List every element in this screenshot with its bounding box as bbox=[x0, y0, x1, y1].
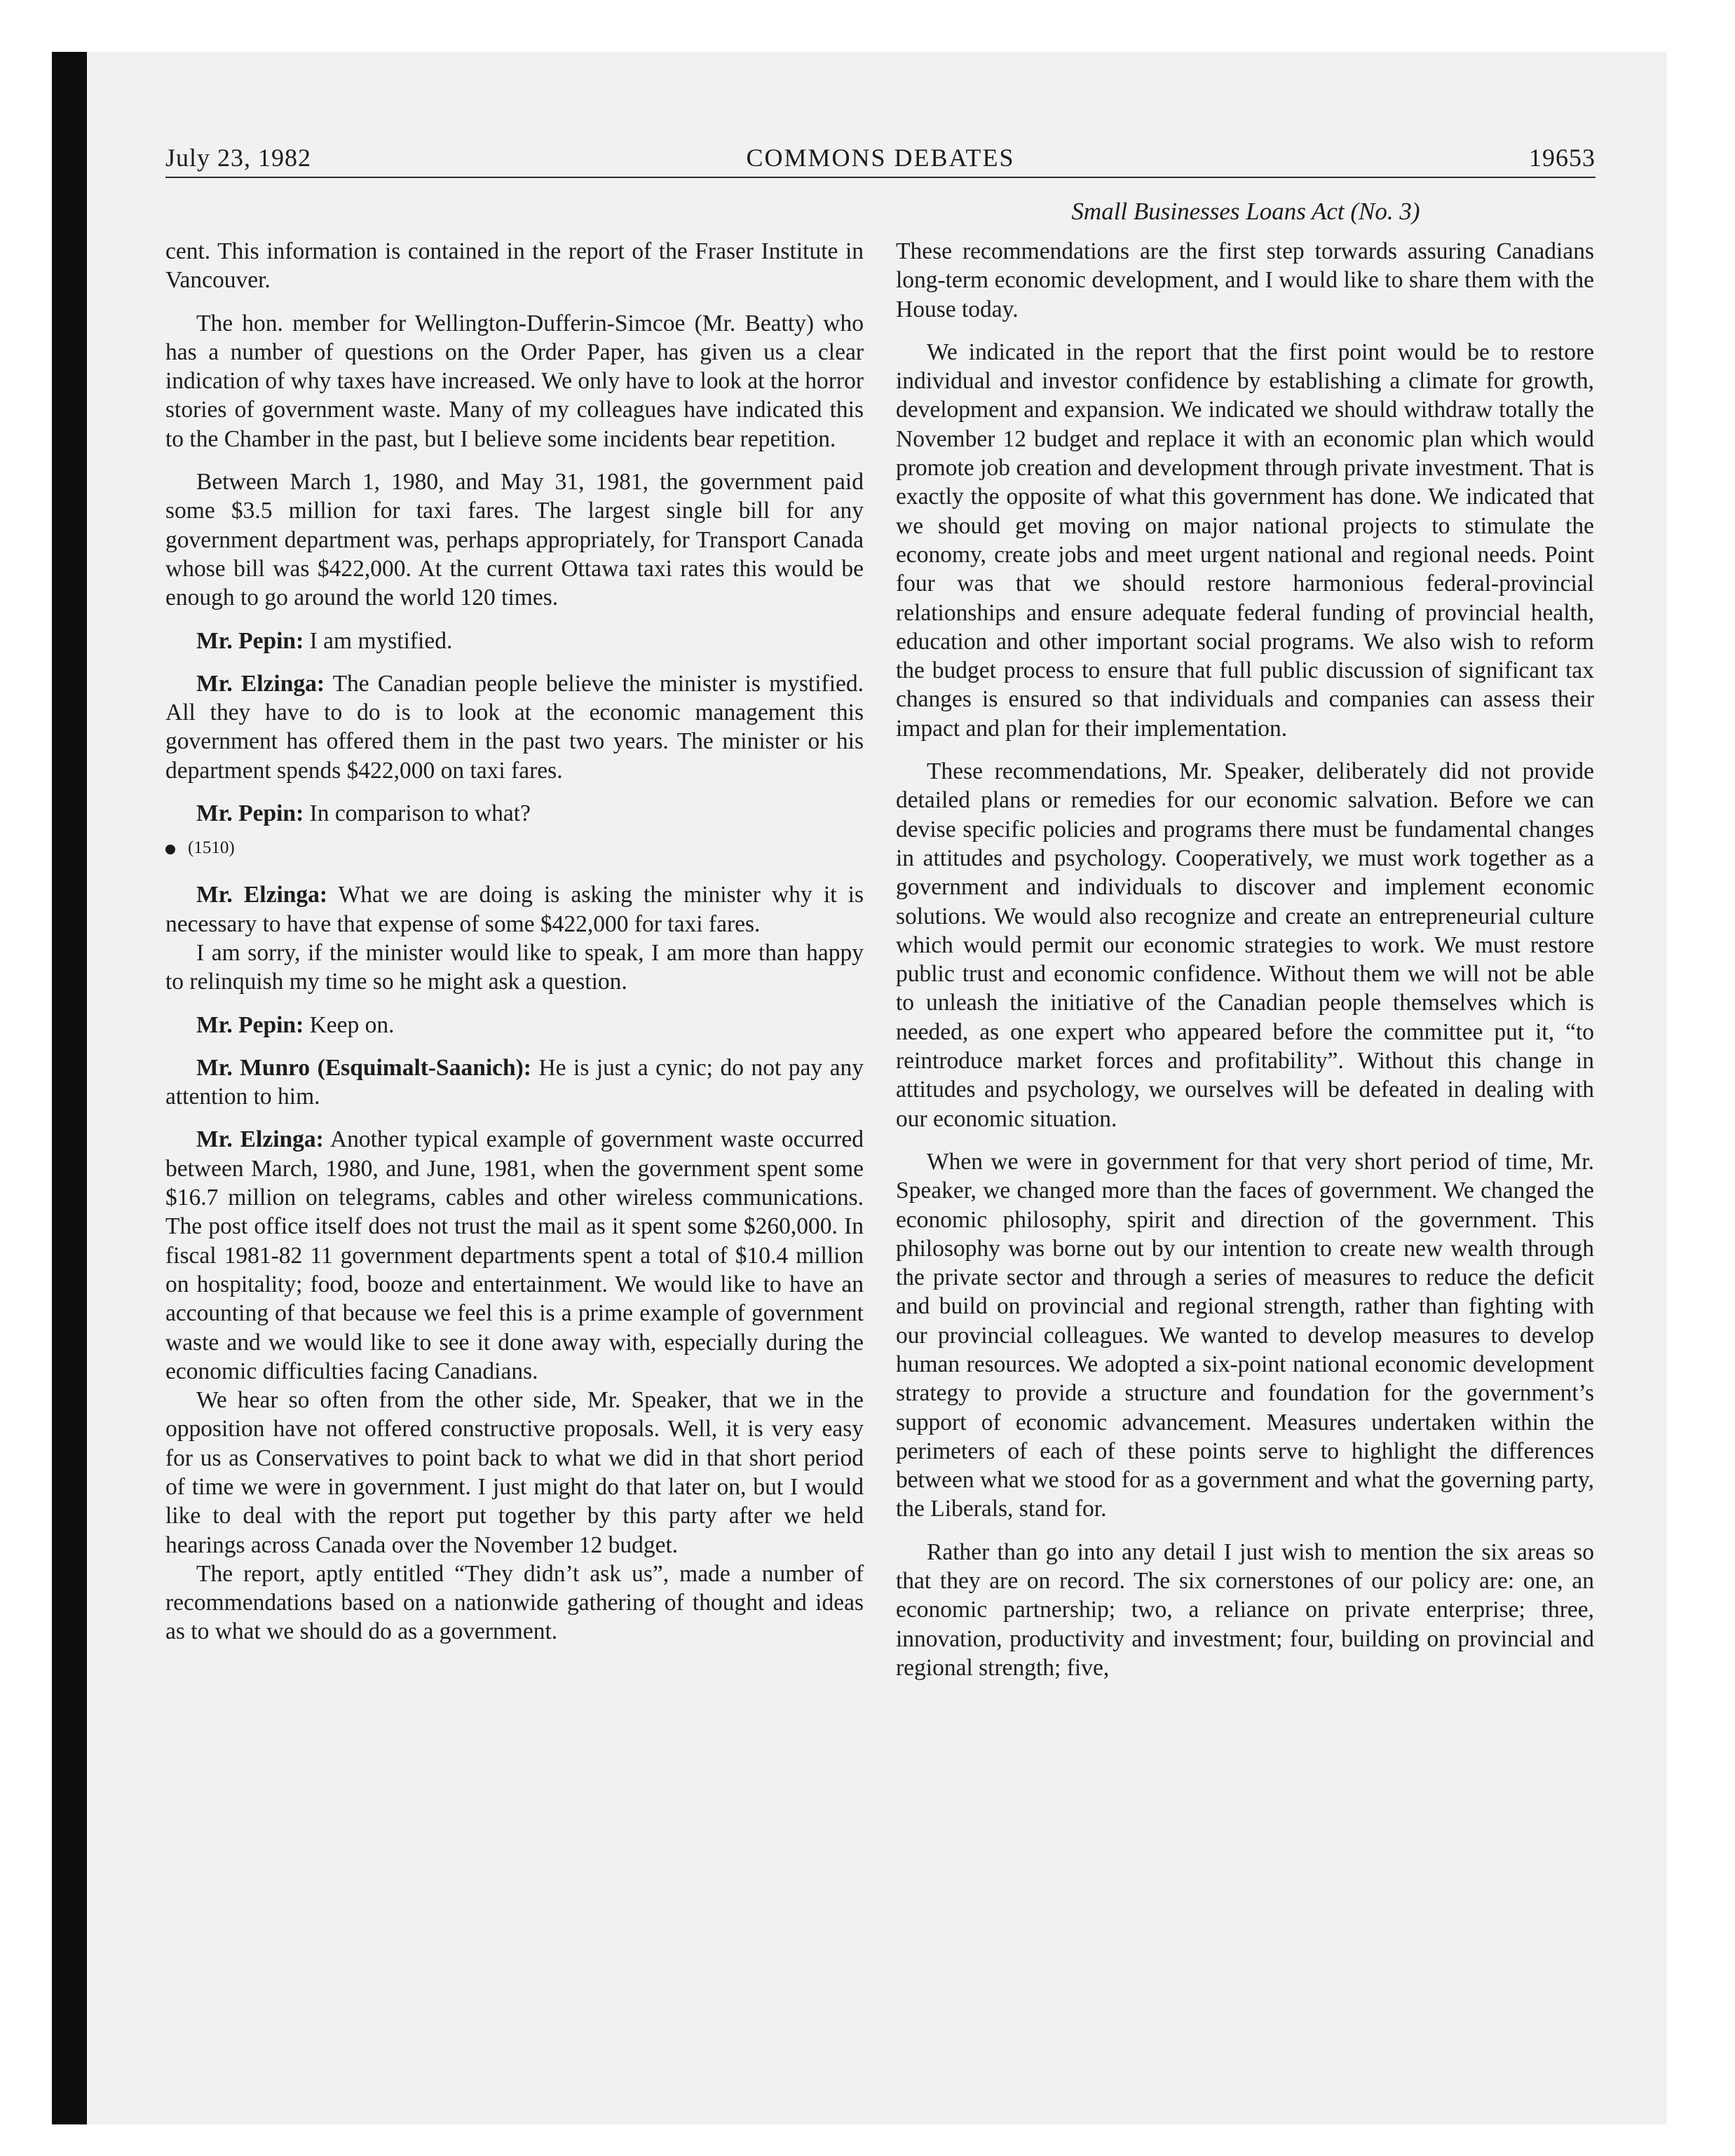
time-marker-text: (1510) bbox=[188, 838, 235, 858]
speech bbox=[165, 799, 864, 828]
paragraph: We hear so often from the other side, Mr. Speaker, that we in the opposition have not offered constructive proposals. Well, it is very easy for us as Conservatives to point back to what we did in that short period of time we were in government. I just might do that later on, but I would like to deal with the report put together by this party after we held hearings across Canada over the November 12 budget. bbox=[165, 1387, 864, 1558]
speaker-name: Mr. Elzinga: bbox=[196, 670, 325, 697]
speech bbox=[165, 669, 864, 785]
time-marker bbox=[165, 833, 864, 862]
speech-text: In comparison to what? bbox=[309, 800, 531, 827]
speech-text: Keep on. bbox=[309, 1011, 395, 1038]
speaker-name: Mr. Elzinga: bbox=[196, 882, 328, 908]
speaker-name: Mr. Elzinga: bbox=[196, 1126, 324, 1153]
speaker-name: Mr. Pepin: bbox=[196, 1011, 304, 1038]
header-date: July 23, 1982 bbox=[165, 144, 312, 172]
speech-text: I am mystified. bbox=[309, 627, 453, 654]
right-column bbox=[896, 237, 1594, 1682]
paragraph: We indicated in the report that the first point would be to restore individual and investor confidence by establishing a climate for growth, development and expansion. We indicated we should withdraw totally the November 12 budget and replace it with an economic plan which would promote job creation and development through private investment. That is exactly the opposite of what this government has done. We indicated that we should get moving on major national projects to stimulate the economy, create jobs and meet urgent national and regional needs. Point four was that we should restore harmonious federal-provincial relationships and ensure adequate federal funding of provincial health, education and other important social programs. We also wish to reform the budget process to ensure that full public discussion of significant tax changes is ensured so that individuals and companies can assess their impact and plan for their implementation. bbox=[896, 339, 1594, 742]
speaker-name: Mr. Pepin: bbox=[196, 800, 304, 827]
page-header bbox=[165, 143, 1595, 178]
paragraph: Between March 1, 1980, and May 31, 1981, the government paid some $3.5 million for taxi fares. The largest single bill for any government department was, perhaps appropriately, for Transport Canada whose bill was $422,000. At the current Ottawa taxi rates this would be enough to go around the world 120 times. bbox=[165, 469, 864, 611]
header-rule bbox=[165, 177, 1595, 178]
paragraph: These recommendations are the first step torwards assuring Canadians long-term economic development, and I would like to share them with the House today. bbox=[896, 238, 1594, 322]
speaker-name: Mr. Munro (Esquimalt-Saanich): bbox=[196, 1054, 531, 1081]
speech-text: Another typical example of government waste occurred between March, 1980, and June, 1981, when the government spent some $16.7 million on telegrams, cables and other wireless communications. The post office itself does not trust the mail as it spent some $260,000. In fiscal 1981-82 11 government departments spent a total of $10.4 million on hospitality; food, booze and entertainment. We would like to have an accounting of that because we feel this is a prime example of government waste and we would like to see it done away with, especially during the economic difficulties facing Canadians. bbox=[165, 1126, 864, 1384]
paragraph: These recommendations, Mr. Speaker, deliberately did not provide detailed plans or remedies for our economic salvation. Before we can devise specific policies and programs there must be fundamental changes in attitudes and psychology. Cooperatively, we must work together as a government and individuals to discover and implement economic solutions. We would also recognize and create an entrepreneurial culture which would permit our economic strategies to work. We must restore public trust and economic confidence. Without them we will not be able to unleash the initiative of the Canadian people themselves which is needed, as one expert who appeared before the committee put it, “to reintroduce market forces and profitability”. Without this change in attitudes and psychology, we ourselves will be defeated in dealing with our economic situation. bbox=[896, 758, 1594, 1132]
speech bbox=[165, 1011, 864, 1039]
speech-text: The Canadian people believe the minister is mystified. All they have to do is to look at the economic management this government has offered them in the past two years. The minister or his department spends $422,000 on taxi fares. bbox=[165, 670, 864, 784]
paragraph: cent. This information is contained in the report of the Fraser Institute in Vancouver. bbox=[165, 238, 864, 294]
header-page-number: 19653 bbox=[1529, 144, 1595, 172]
speech bbox=[165, 880, 864, 939]
paragraph: The hon. member for Wellington-Dufferin-Simcoe (Mr. Beatty) who has a number of questions on the Order Paper, has given us a clear indication of why taxes have increased. We only have to look at the horror stories of government waste. Many of my colleagues have indicated this to the Chamber in the past, but I believe some incidents bear repetition. bbox=[165, 310, 864, 452]
header-publication: COMMONS DEBATES bbox=[746, 144, 1015, 172]
paragraph: The report, aptly entitled “They didn’t ask us”, made a number of recommendations based on a nationwide gathering of thought and ideas as to what we should do as a government. bbox=[165, 1560, 864, 1645]
speaker-name: Mr. Pepin: bbox=[196, 627, 304, 654]
paragraph: Rather than go into any detail I just wish to mention the six areas so that they are on record. The six cornerstones of our policy are: one, an economic partnership; two, a reliance on private enterprise; three, innovation, productivity and investment; four, building on provincial and regional strength; five, bbox=[896, 1538, 1594, 1681]
paragraph: I am sorry, if the minister would like to speak, I am more than happy to relinquish my time so he might ask a question. bbox=[165, 939, 864, 995]
speech-text: What we are doing is asking the minister why it is necessary to have that expense of some $422,000 for taxi fares. bbox=[165, 882, 864, 937]
speech-text: He is just a cynic; do not pay any attention to him. bbox=[165, 1054, 864, 1110]
running-head: Small Businesses Loans Act (No. 3) bbox=[1071, 198, 1420, 225]
left-column bbox=[165, 237, 864, 1646]
speech bbox=[165, 1125, 864, 1386]
speech bbox=[165, 1053, 864, 1112]
binding-edge bbox=[52, 52, 87, 2124]
paragraph: When we were in government for that very short period of time, Mr. Speaker, we changed more than the faces of government. We changed the economic philosophy, spirit and direction of the government. This philosophy was borne out by our intention to create new wealth through the private sector and through a series of measures to reduce the deficit and build on provincial and regional strength, rather than fighting with our provincial colleagues. We wanted to develop measures to develop human resources. We adopted a six-point national economic development strategy to provide a structure and foundation for the government’s support of economic advancement. Measures undertaken within the perimeters of each of these points serve to highlight the differences between what we stood for as a government and what the governing party, the Liberals, stand for. bbox=[896, 1148, 1595, 1522]
bullet-icon bbox=[165, 845, 175, 854]
speech bbox=[165, 627, 864, 655]
